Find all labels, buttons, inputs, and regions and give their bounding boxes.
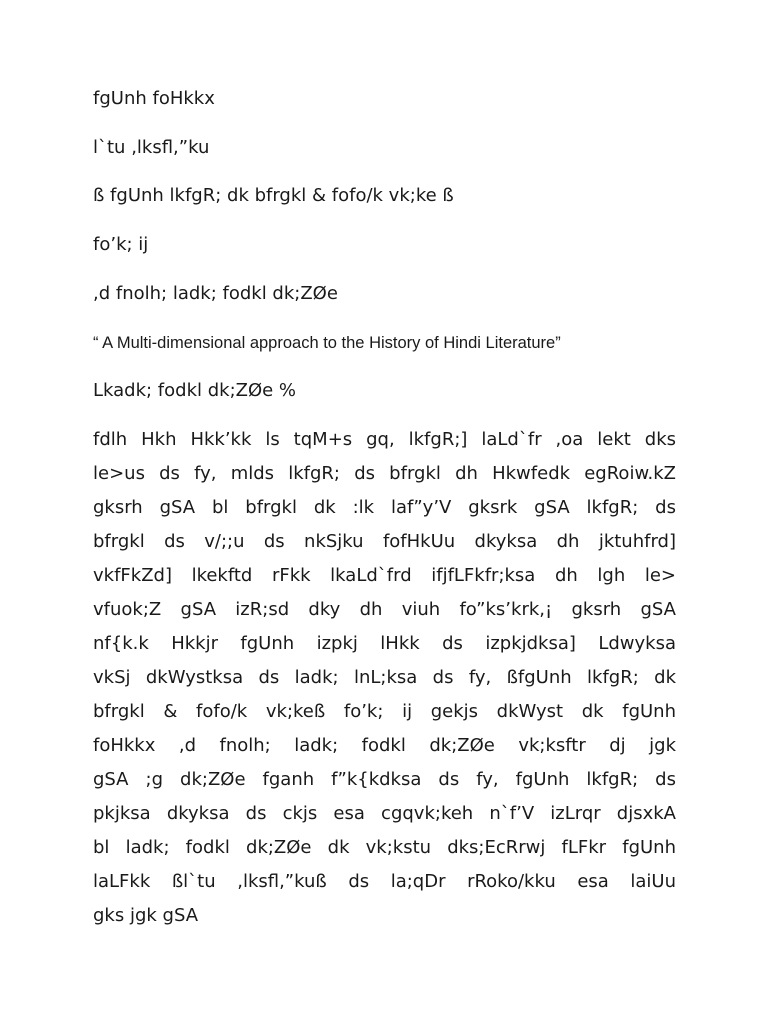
association-name: l`tu ,lksfl,”ku xyxy=(93,137,210,158)
paragraph-line: gksrh gSA bl bfrgkl dk :lk laf”y’V gksrk gSA lkfgR; ds xyxy=(93,497,676,518)
section-heading: Lkadk; fodkl dk;ZØe % xyxy=(93,380,297,401)
paragraph-line: pkjksa dkyksa ds ckjs esa cgqvk;keh n`f’V izLrqr djsxkA xyxy=(93,803,676,824)
subject-label: fo’k; ij xyxy=(93,234,149,255)
paragraph-line: vfuok;Z gSA izR;sd dky dh viuh fo”ks’krk,¡ gksrh gSA xyxy=(93,599,676,620)
program-type: ,d fnolh; ladk; fodkl dk;ZØe xyxy=(93,283,338,304)
paragraph-line: gks jgk gSA xyxy=(93,905,199,926)
paragraph-line: le>us ds fy, mlds lkfgR; ds bfrgkl dh Hkwfedk egRoiw.kZ xyxy=(93,463,676,484)
paragraph-line: gSA ;g dk;ZØe fganh f”k{kdksa ds fy, fgUnh lkfgR; ds xyxy=(93,769,676,790)
paragraph-line: bfrgkl & fofo/k vk;keß fo’k; ij gekjs dkWyst dk fgUnh xyxy=(93,701,676,722)
paragraph-line: laLFkk ßl`tu ,lksfl,”kuß ds la;qDr rRoko/kku esa laiUu xyxy=(93,871,676,892)
program-title: ß fgUnh lkfgR; dk bfrgkl & fofo/k vk;ke ß xyxy=(93,185,454,206)
paragraph-line: bfrgkl ds v/;;u ds nkSjku fofHkUu dkyksa dh jktuhfrd] xyxy=(93,531,676,552)
paragraph-line: fdlh Hkh Hkk’kk ls tqM+s gq, lkfgR;] laLd`fr ,oa lekt dks xyxy=(93,429,676,450)
paragraph-line: foHkkx ,d fnolh; ladk; fodkl dk;ZØe vk;ksftr dj jgk xyxy=(93,735,676,756)
paragraph-line: bl ladk; fodkl dk;ZØe dk vk;kstu dks;EcRrwj fLFkr fgUnh xyxy=(93,837,676,858)
paragraph-line: vkfFkZd] lkekftd rFkk lkaLd`frd ifjfLFkfr;ksa dh lgh le> xyxy=(93,565,676,586)
body-paragraph xyxy=(93,429,676,939)
paragraph-line: nf{k.k Hkkjr fgUnh izpkj lHkk ds izpkjdksa] Ldwyksa xyxy=(93,633,676,654)
department-heading: fgUnh foHkkx xyxy=(93,88,215,109)
english-title: “ A Multi-dimensional approach to the History of Hindi Literature” xyxy=(93,334,561,352)
paragraph-line: vkSj dkWystksa ds ladk; lnL;ksa ds fy, ßfgUnh lkfgR; dk xyxy=(93,667,676,688)
